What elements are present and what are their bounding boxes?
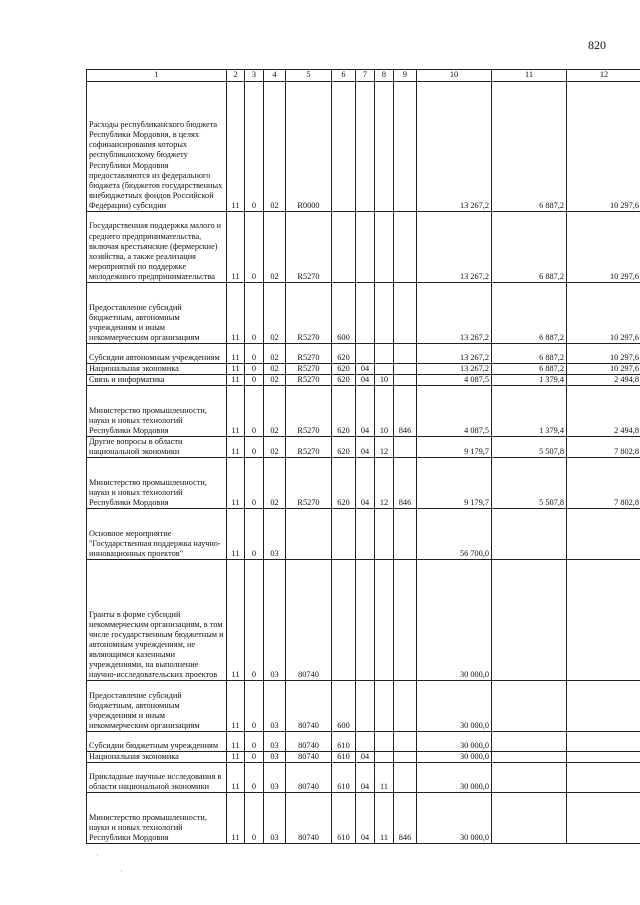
amount-cell: 9 179,7 (417, 458, 492, 509)
code-cell: R5270 (286, 458, 332, 509)
row-name: Министерство промышленности, науки и новых технологий Республики Мордовия (87, 386, 227, 437)
code-cell: R0000 (286, 82, 332, 212)
code-cell: 600 (332, 283, 356, 344)
column-header: 3 (245, 70, 264, 82)
code-cell: 0 (245, 375, 264, 386)
code-cell (394, 82, 417, 212)
amount-cell: 13 267,2 (417, 283, 492, 344)
amount-cell: 13 267,2 (417, 364, 492, 375)
amount-cell (567, 509, 640, 560)
code-cell: 620 (332, 386, 356, 437)
table-row (87, 793, 640, 844)
code-cell: 11 (227, 732, 245, 752)
code-cell: 02 (264, 386, 286, 437)
amount-cell: 6 887,2 (492, 283, 567, 344)
code-cell: 80740 (286, 763, 332, 793)
column-header: 12 (567, 70, 640, 82)
code-cell: 80740 (286, 752, 332, 763)
code-cell: 04 (356, 458, 375, 509)
code-cell: 620 (332, 437, 356, 458)
code-cell (394, 212, 417, 283)
code-cell: R5270 (286, 344, 332, 364)
code-cell: 02 (264, 375, 286, 386)
amount-cell (567, 560, 640, 681)
code-cell (375, 364, 394, 375)
table-row (87, 560, 640, 681)
code-cell: 11 (227, 752, 245, 763)
code-cell: 620 (332, 364, 356, 375)
code-cell: 600 (332, 681, 356, 732)
amount-cell: 30 000,0 (417, 560, 492, 681)
column-header: 8 (375, 70, 394, 82)
code-cell: 0 (245, 283, 264, 344)
amount-cell: 7 802,8 (567, 437, 640, 458)
code-cell: 846 (394, 386, 417, 437)
code-cell: 11 (227, 364, 245, 375)
code-cell: 11 (227, 458, 245, 509)
amount-cell: 5 507,8 (492, 437, 567, 458)
table-row (87, 681, 640, 732)
code-cell (356, 212, 375, 283)
code-cell: 610 (332, 732, 356, 752)
code-cell: 02 (264, 437, 286, 458)
code-cell (394, 364, 417, 375)
code-cell: R5270 (286, 283, 332, 344)
row-name: Связь и информатика (87, 375, 227, 386)
code-cell: 620 (332, 458, 356, 509)
amount-cell (492, 752, 567, 763)
code-cell: 0 (245, 82, 264, 212)
code-cell (286, 509, 332, 560)
code-cell: 04 (356, 364, 375, 375)
code-cell: 11 (227, 344, 245, 364)
column-header: 4 (264, 70, 286, 82)
column-header: 5 (286, 70, 332, 82)
row-name: Субсидии автономным учреждениям (87, 344, 227, 364)
code-cell: 02 (264, 344, 286, 364)
code-cell: 11 (227, 212, 245, 283)
amount-cell (492, 732, 567, 752)
code-cell (356, 344, 375, 364)
code-cell: 04 (356, 763, 375, 793)
amount-cell: 13 267,2 (417, 82, 492, 212)
code-cell: 04 (356, 793, 375, 844)
code-cell: 02 (264, 458, 286, 509)
table-body (87, 82, 640, 844)
table-row (87, 732, 640, 752)
amount-cell: 10 297,6 (567, 212, 640, 283)
amount-cell: 6 887,2 (492, 344, 567, 364)
amount-cell: 30 000,0 (417, 793, 492, 844)
code-cell: 04 (356, 386, 375, 437)
code-cell: 12 (375, 437, 394, 458)
code-cell: 04 (356, 437, 375, 458)
amount-cell: 1 379,4 (492, 386, 567, 437)
code-cell: R5270 (286, 386, 332, 437)
budget-table (86, 69, 640, 844)
amount-cell (492, 509, 567, 560)
code-cell (375, 344, 394, 364)
code-cell (394, 752, 417, 763)
code-cell: 620 (332, 344, 356, 364)
table-row (87, 386, 640, 437)
row-name: Расходы республиканского бюджета Республики Мордовия, в целях софинансирования которых республиканскому бюджету Республики Мордовия предоставляются из федерального бюджета (бюджетов государственных внебюджетных фондов Российской Федерации) субсидии (87, 82, 227, 212)
code-cell (375, 752, 394, 763)
code-cell: 10 (375, 375, 394, 386)
code-cell: 11 (227, 509, 245, 560)
amount-cell: 4 087,5 (417, 386, 492, 437)
code-cell: 12 (375, 458, 394, 509)
code-cell (356, 509, 375, 560)
code-cell (356, 82, 375, 212)
amount-cell (492, 560, 567, 681)
amount-cell: 6 887,2 (492, 82, 567, 212)
code-cell: 11 (227, 82, 245, 212)
column-header: 7 (356, 70, 375, 82)
column-header: 6 (332, 70, 356, 82)
amount-cell: 13 267,2 (417, 344, 492, 364)
table-row (87, 82, 640, 212)
table-row (87, 375, 640, 386)
code-cell (332, 509, 356, 560)
code-cell (332, 560, 356, 681)
code-cell: 610 (332, 752, 356, 763)
code-cell: 0 (245, 732, 264, 752)
row-name: Основное мероприятие "Государственная поддержка научно-инновационных проектов" (87, 509, 227, 560)
table-row (87, 509, 640, 560)
code-cell: 610 (332, 763, 356, 793)
code-cell: 03 (264, 793, 286, 844)
code-cell: 11 (227, 375, 245, 386)
code-cell: 846 (394, 458, 417, 509)
amount-cell: 30 000,0 (417, 732, 492, 752)
code-cell (394, 732, 417, 752)
code-cell (356, 681, 375, 732)
row-name: Национальная экономика (87, 752, 227, 763)
code-cell: 10 (375, 386, 394, 437)
code-cell (375, 283, 394, 344)
code-cell: 11 (227, 283, 245, 344)
amount-cell: 30 000,0 (417, 763, 492, 793)
code-cell: 0 (245, 509, 264, 560)
code-cell: 80740 (286, 732, 332, 752)
code-cell: 80740 (286, 560, 332, 681)
code-cell: 0 (245, 560, 264, 681)
code-cell (375, 732, 394, 752)
code-cell (394, 437, 417, 458)
code-cell: 04 (356, 375, 375, 386)
amount-cell: 30 000,0 (417, 681, 492, 732)
code-cell (332, 82, 356, 212)
code-cell: 11 (227, 560, 245, 681)
code-cell: 03 (264, 752, 286, 763)
code-cell: 846 (394, 793, 417, 844)
table-row (87, 752, 640, 763)
code-cell: R5270 (286, 212, 332, 283)
code-cell: R5270 (286, 375, 332, 386)
row-name: Министерство промышленности, науки и новых технологий Республики Мордовия (87, 458, 227, 509)
code-cell (375, 509, 394, 560)
column-header: 1 (87, 70, 227, 82)
amount-cell: 6 887,2 (492, 212, 567, 283)
code-cell: 04 (356, 752, 375, 763)
amount-cell (492, 681, 567, 732)
code-cell: 03 (264, 732, 286, 752)
code-cell: 03 (264, 681, 286, 732)
code-cell: 0 (245, 763, 264, 793)
amount-cell: 2 494,8 (567, 386, 640, 437)
code-cell (394, 375, 417, 386)
row-name: Предоставление субсидий бюджетным, автономным учреждениям и иным некоммерческим организациям (87, 283, 227, 344)
amount-cell (567, 681, 640, 732)
code-cell: 0 (245, 437, 264, 458)
code-cell: 0 (245, 344, 264, 364)
amount-cell (492, 763, 567, 793)
code-cell: 0 (245, 458, 264, 509)
table-row (87, 437, 640, 458)
page-number: 820 (588, 38, 606, 52)
amount-cell: 10 297,6 (567, 82, 640, 212)
row-name: Предоставление субсидий бюджетным, автономным учреждениям и иным некоммерческим организациям (87, 681, 227, 732)
row-name: Государственная поддержка малого и среднего предпринимательства, включая крестьянские (фермерские) хозяйства, а также реализация мероприятий по поддержке молодежного предпринимательства (87, 212, 227, 283)
header-row (87, 70, 640, 82)
row-name: Министерство промышленности, науки и новых технологий Республики Мордовия (87, 793, 227, 844)
table-row (87, 344, 640, 364)
code-cell (375, 560, 394, 681)
code-cell (394, 763, 417, 793)
code-cell (375, 212, 394, 283)
code-cell: 0 (245, 681, 264, 732)
code-cell (375, 681, 394, 732)
code-cell: 02 (264, 283, 286, 344)
amount-cell (492, 793, 567, 844)
code-cell (394, 509, 417, 560)
code-cell: 03 (264, 509, 286, 560)
row-name: Гранты в форме субсидий некоммерческим организациям, в том числе государственным бюджетным и автономным учреждениям, не являющимся казенными учреждениями, на выполнение научно-исследовательских проектов (87, 560, 227, 681)
code-cell: 11 (227, 793, 245, 844)
amount-cell: 56 700,0 (417, 509, 492, 560)
code-cell: 620 (332, 375, 356, 386)
code-cell: 02 (264, 82, 286, 212)
code-cell: 0 (245, 364, 264, 375)
code-cell: 80740 (286, 681, 332, 732)
row-name: Другие вопросы в области национальной экономики (87, 437, 227, 458)
amount-cell: 4 087,5 (417, 375, 492, 386)
row-name: Прикладные научные исследования в области национальной экономики (87, 763, 227, 793)
scan-speck: · (120, 866, 123, 876)
table-row (87, 763, 640, 793)
amount-cell: 6 887,2 (492, 364, 567, 375)
code-cell (394, 283, 417, 344)
code-cell: R5270 (286, 364, 332, 375)
code-cell: 11 (227, 763, 245, 793)
code-cell: 03 (264, 560, 286, 681)
amount-cell: 1 379,4 (492, 375, 567, 386)
code-cell: 03 (264, 763, 286, 793)
code-cell (394, 681, 417, 732)
code-cell: 0 (245, 793, 264, 844)
code-cell: 11 (227, 437, 245, 458)
amount-cell (567, 732, 640, 752)
code-cell: 11 (227, 681, 245, 732)
amount-cell: 9 179,7 (417, 437, 492, 458)
amount-cell (567, 752, 640, 763)
column-header: 9 (394, 70, 417, 82)
amount-cell: 7 802,8 (567, 458, 640, 509)
code-cell (375, 82, 394, 212)
code-cell: 11 (227, 386, 245, 437)
table-row (87, 283, 640, 344)
table-row (87, 458, 640, 509)
code-cell: R5270 (286, 437, 332, 458)
amount-cell: 2 494,8 (567, 375, 640, 386)
amount-cell: 10 297,6 (567, 364, 640, 375)
code-cell (356, 560, 375, 681)
column-header: 10 (417, 70, 492, 82)
amount-cell: 5 507,8 (492, 458, 567, 509)
amount-cell: 10 297,6 (567, 344, 640, 364)
code-cell: 02 (264, 364, 286, 375)
column-header: 2 (227, 70, 245, 82)
column-header: 11 (492, 70, 567, 82)
code-cell (356, 732, 375, 752)
code-cell: 0 (245, 212, 264, 283)
table-row (87, 364, 640, 375)
code-cell: 80740 (286, 793, 332, 844)
code-cell: 11 (375, 793, 394, 844)
code-cell (394, 344, 417, 364)
amount-cell: 10 297,6 (567, 283, 640, 344)
code-cell: 0 (245, 386, 264, 437)
code-cell: 610 (332, 793, 356, 844)
amount-cell (567, 763, 640, 793)
row-name: Национальная экономика (87, 364, 227, 375)
code-cell: 0 (245, 752, 264, 763)
code-cell: 11 (375, 763, 394, 793)
table-row (87, 212, 640, 283)
row-name: Субсидии бюджетным учреждениям (87, 732, 227, 752)
amount-cell: 30 000,0 (417, 752, 492, 763)
amount-cell: 13 267,2 (417, 212, 492, 283)
code-cell: 02 (264, 212, 286, 283)
amount-cell (567, 793, 640, 844)
scan-speck: · (96, 850, 99, 860)
code-cell (356, 283, 375, 344)
code-cell (394, 560, 417, 681)
code-cell (332, 212, 356, 283)
